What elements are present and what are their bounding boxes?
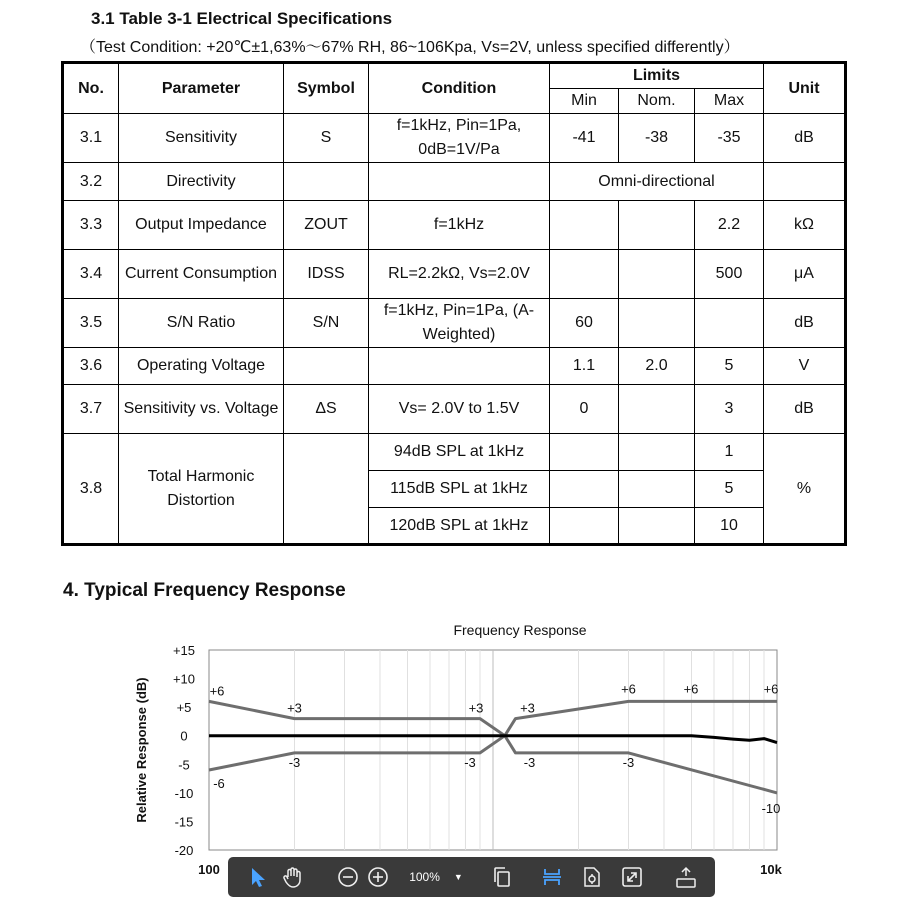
cell-symbol: S/N <box>284 299 369 348</box>
fit-page-icon <box>541 866 563 888</box>
fullscreen-button[interactable] <box>620 865 644 889</box>
header-limits: Limits <box>550 63 764 89</box>
tolerance-annotation: -3 <box>464 754 476 770</box>
table-row <box>63 201 846 250</box>
cell-min <box>550 201 619 250</box>
cell-condition: RL=2.2kΩ, Vs=2.0V <box>369 250 550 299</box>
cell-nom <box>619 385 695 434</box>
cell-parameter: S/N Ratio <box>119 299 284 348</box>
y-tick-label: -20 <box>174 843 194 858</box>
cell-min: 60 <box>550 299 619 348</box>
tolerance-annotation: -3 <box>523 754 536 770</box>
table-row <box>63 434 846 471</box>
cell-unit: μA <box>764 250 846 299</box>
cell-nom <box>619 434 695 471</box>
x-tick-label: 10k <box>760 862 782 877</box>
y-tick-label: 0 <box>180 728 188 744</box>
cell-parameter: Operating Voltage <box>119 348 284 385</box>
y-tick-label: -5 <box>178 757 190 773</box>
cell-condition: 94dB SPL at 1kHz <box>369 434 550 471</box>
cell-unit: dB <box>764 385 846 434</box>
cell-limits-span: Omni-directional <box>550 163 764 201</box>
zoom-out-button[interactable] <box>336 865 360 889</box>
zoom-level: 100% <box>409 870 440 884</box>
zoom-dropdown[interactable] <box>406 865 466 889</box>
cell-no: 3.8 <box>63 434 119 545</box>
cell-no: 3.6 <box>63 348 119 385</box>
header-min: Min <box>550 89 619 114</box>
expand-icon <box>621 866 643 888</box>
cell-max: 5 <box>695 471 764 508</box>
tolerance-annotation: +6 <box>209 683 225 699</box>
cell-parameter: Directivity <box>119 163 284 201</box>
y-tick-label: -10 <box>174 785 194 801</box>
cell-min <box>550 508 619 545</box>
cell-condition: f=1kHz, Pin=1Pa, (A-Weighted) <box>369 299 550 348</box>
cell-symbol <box>284 348 369 385</box>
tolerance-annotation: +3 <box>468 700 484 716</box>
cell-nom: -38 <box>619 114 695 163</box>
cell-min: -41 <box>550 114 619 163</box>
header-no: No. <box>63 63 119 114</box>
test-condition: （Test Condition: +20℃±1,63%～67% RH, 86~106Kpa, Vs=2V, unless specified differently） <box>80 39 740 56</box>
chart-title: Frequency Response <box>453 622 587 638</box>
cell-no: 3.3 <box>63 201 119 250</box>
frequency-response-chart <box>0 610 903 889</box>
cell-max: 5 <box>695 348 764 385</box>
page-gear-icon <box>582 866 602 888</box>
cell-min <box>550 250 619 299</box>
cell-unit: kΩ <box>764 201 846 250</box>
cell-symbol: IDSS <box>284 250 369 299</box>
cell-parameter: Output Impedance <box>119 201 284 250</box>
hand-tool-button[interactable] <box>280 865 306 889</box>
header-condition: Condition <box>369 63 550 114</box>
section-title: 3.1 Table 3-1 Electrical Specifications <box>91 9 393 28</box>
cell-condition <box>369 163 550 201</box>
y-tick-label: +15 <box>172 643 196 658</box>
cell-max: 2.2 <box>695 201 764 250</box>
cell-nom <box>619 250 695 299</box>
cell-no: 3.4 <box>63 250 119 299</box>
cell-min <box>550 434 619 471</box>
tolerance-annotation: -3 <box>622 754 635 770</box>
cell-nom <box>619 508 695 545</box>
cell-condition: f=1kHz, Pin=1Pa, 0dB=1V/Pa <box>369 114 550 163</box>
cell-unit <box>764 163 846 201</box>
cell-max: 1 <box>695 434 764 471</box>
cell-nom <box>619 201 695 250</box>
keyboard-upload-icon <box>675 866 697 888</box>
copy-pages-icon <box>492 866 512 888</box>
cell-nom <box>619 471 695 508</box>
cell-max: 3 <box>695 385 764 434</box>
header-nom: Nom. <box>619 89 695 114</box>
tolerance-annotation: +3 <box>287 700 302 716</box>
cell-nom <box>619 299 695 348</box>
cell-condition: f=1kHz <box>369 201 550 250</box>
table-row <box>63 299 846 348</box>
table-row <box>63 114 846 163</box>
cell-condition: 120dB SPL at 1kHz <box>369 508 550 545</box>
header-symbol: Symbol <box>284 63 369 114</box>
table-row <box>63 348 846 385</box>
section4-title: 4. Typical Frequency Response <box>63 580 346 601</box>
cell-condition: Vs= 2.0V to 1.5V <box>369 385 550 434</box>
tolerance-annotation: +6 <box>763 681 779 697</box>
cell-symbol <box>284 163 369 201</box>
y-tick-label: +5 <box>176 700 192 716</box>
y-axis-label: Relative Response (dB) <box>134 677 149 823</box>
keyboard-button[interactable] <box>674 865 698 889</box>
cell-min: 1.1 <box>550 348 619 385</box>
cell-min <box>550 471 619 508</box>
tolerance-annotation: +6 <box>683 681 699 697</box>
zoom-in-button[interactable] <box>366 865 390 889</box>
hand-icon <box>282 866 304 888</box>
cell-unit: dB <box>764 114 846 163</box>
cell-min: 0 <box>550 385 619 434</box>
header-max: Max <box>695 89 764 114</box>
tolerance-annotation: -10 <box>761 800 781 816</box>
cell-parameter: Total Harmonic Distortion <box>119 434 284 545</box>
y-tick-label: -15 <box>174 814 194 830</box>
header-unit: Unit <box>764 63 846 114</box>
page-view-button[interactable] <box>490 865 514 889</box>
y-tick-label: +10 <box>172 671 196 687</box>
page-settings-button[interactable] <box>580 865 604 889</box>
cell-symbol: ΔS <box>284 385 369 434</box>
cell-no: 3.5 <box>63 299 119 348</box>
tolerance-annotation: -3 <box>288 754 301 770</box>
cell-condition: 115dB SPL at 1kHz <box>369 471 550 508</box>
spec-table <box>61 61 847 546</box>
cell-unit: % <box>764 434 846 545</box>
cell-symbol <box>284 434 369 545</box>
cell-max: 500 <box>695 250 764 299</box>
zoom-in-icon <box>367 866 389 888</box>
cell-max <box>695 299 764 348</box>
pdf-viewer-toolbar <box>228 857 715 897</box>
cell-nom: 2.0 <box>619 348 695 385</box>
zoom-out-icon <box>337 866 359 888</box>
select-tool-button[interactable] <box>246 865 270 889</box>
cell-parameter: Sensitivity <box>119 114 284 163</box>
cell-symbol: S <box>284 114 369 163</box>
cell-condition <box>369 348 550 385</box>
cell-symbol: ZOUT <box>284 201 369 250</box>
cell-no: 3.1 <box>63 114 119 163</box>
chevron-down-icon: ▼ <box>453 872 463 882</box>
table-row <box>63 250 846 299</box>
table-row <box>63 385 846 434</box>
x-tick-label: 100 <box>198 862 220 877</box>
cell-no: 3.2 <box>63 163 119 201</box>
cell-parameter: Current Consumption <box>119 250 284 299</box>
tolerance-annotation: -6 <box>213 776 225 791</box>
tolerance-annotation: +3 <box>520 700 535 716</box>
cell-max: -35 <box>695 114 764 163</box>
pointer-icon <box>249 866 267 888</box>
table-row <box>63 163 846 201</box>
tolerance-annotation: +6 <box>621 681 636 697</box>
cell-parameter: Sensitivity vs. Voltage <box>119 385 284 434</box>
cell-unit: dB <box>764 299 846 348</box>
cell-no: 3.7 <box>63 385 119 434</box>
fit-page-button[interactable] <box>540 865 564 889</box>
cell-max: 10 <box>695 508 764 545</box>
cell-unit: V <box>764 348 846 385</box>
header-parameter: Parameter <box>119 63 284 114</box>
